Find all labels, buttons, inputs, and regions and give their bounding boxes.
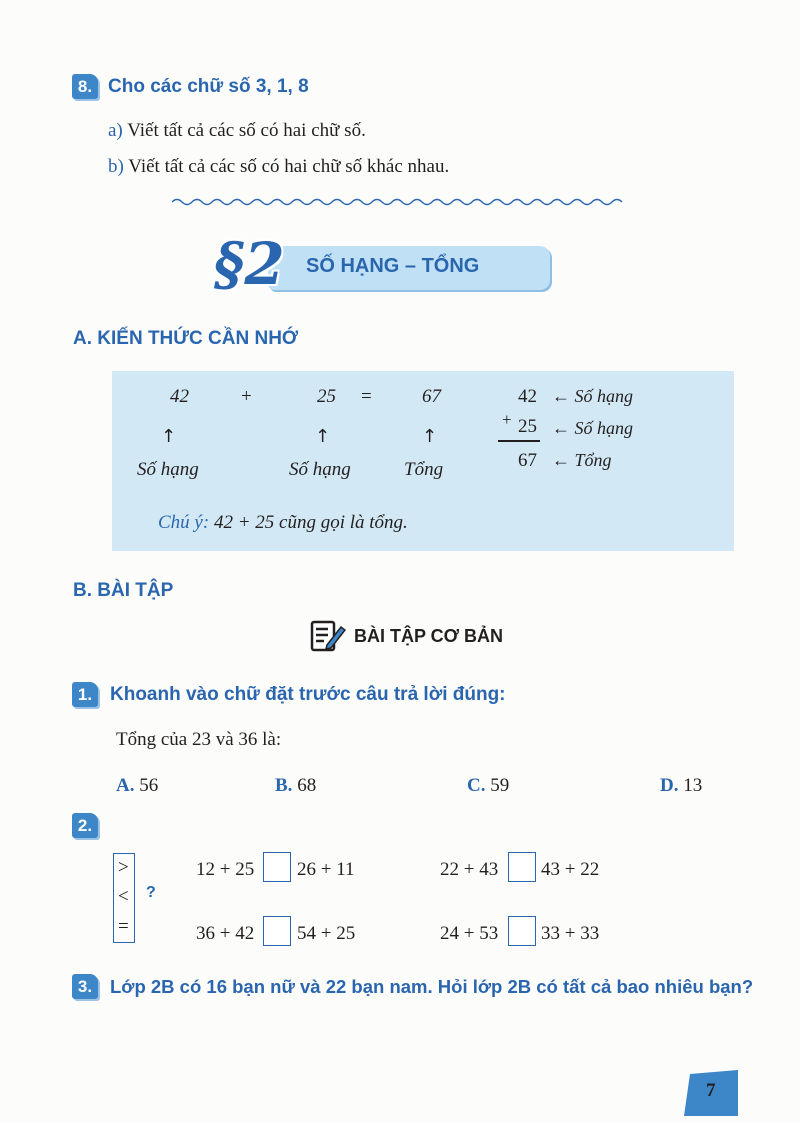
column-middle: 25 — [518, 416, 537, 437]
compare-4-answer-box[interactable] — [508, 916, 536, 946]
compare-4-left: 24 + 53 — [440, 923, 499, 944]
wavy-divider — [172, 196, 630, 208]
option-d[interactable] — [660, 775, 702, 797]
symbol-equal: = — [118, 916, 129, 937]
option-c[interactable] — [467, 775, 509, 797]
page-number: 7 — [706, 1080, 716, 1101]
plus-sign: + — [241, 386, 252, 407]
column-label-bottom: ← Tổng — [552, 450, 612, 470]
column-top: 42 — [518, 386, 537, 407]
question-8b-text: Viết tất cả các số có hai chữ số khác nhau. — [128, 156, 450, 177]
note-text: 42 + 25 cũng gọi là tổng. — [213, 512, 408, 533]
question-8a-label: a) — [108, 120, 123, 141]
option-b-label: B. — [275, 775, 293, 796]
equals-sign: = — [361, 386, 372, 407]
section-b-title: B. BÀI TẬP — [73, 580, 174, 601]
compare-3-answer-box[interactable] — [263, 916, 291, 946]
label-sum: Tổng — [404, 459, 444, 480]
label-addend-2: Số hạng — [289, 459, 351, 480]
addend-2: 25 — [317, 386, 336, 407]
basic-exercises-title: BÀI TẬP CƠ BẢN — [354, 626, 504, 646]
question-number-1: 1. — [72, 682, 98, 707]
question-8a — [108, 120, 366, 142]
compare-3-right: 54 + 25 — [297, 923, 356, 944]
question-8b-label: b) — [108, 156, 124, 177]
option-d-label: D. — [660, 775, 679, 796]
compare-3-left: 36 + 42 — [196, 923, 255, 944]
notepad-pencil-icon — [310, 619, 346, 653]
sum-value: 67 — [422, 386, 441, 407]
question-number-2: 2. — [72, 813, 98, 838]
option-b-value: 68 — [297, 775, 317, 796]
compare-2-right: 43 + 22 — [541, 859, 600, 880]
option-a-value: 56 — [139, 775, 159, 796]
arrow-up-icon: ↑ — [161, 426, 177, 447]
compare-4-right: 33 + 33 — [541, 923, 600, 944]
option-b[interactable] — [275, 775, 316, 797]
question-number-3: 3. — [72, 974, 98, 999]
compare-2-answer-box[interactable] — [508, 852, 536, 882]
column-label-middle: ← Số hạng — [552, 418, 633, 438]
question-8b — [108, 156, 449, 178]
question-mark: ? — [146, 884, 156, 901]
question-8a-text: Viết tất cả các số có hai chữ số. — [127, 120, 366, 141]
column-sum-line — [498, 440, 540, 442]
compare-2-left: 22 + 43 — [440, 859, 499, 880]
symbol-greater: > — [118, 857, 129, 878]
option-c-label: C. — [467, 775, 486, 796]
question-number-8: 8. — [72, 74, 98, 99]
question-3-text: Lớp 2B có 16 bạn nữ và 22 bạn nam. Hỏi lớp 2B có tất cả bao nhiêu bạn? — [110, 976, 754, 997]
column-plus: + — [502, 410, 512, 429]
label-addend-1: Số hạng — [137, 459, 199, 480]
option-a[interactable] — [116, 775, 158, 797]
option-a-label: A. — [116, 775, 135, 796]
section-a-title: A. KIẾN THỨC CẦN NHỚ — [73, 328, 299, 349]
option-d-value: 13 — [683, 775, 703, 796]
symbol-less: < — [118, 886, 129, 907]
compare-1-right: 26 + 11 — [297, 859, 355, 880]
question-8-text: Cho các chữ số 3, 1, 8 — [108, 76, 309, 97]
column-label-top: ← Số hạng — [552, 386, 633, 406]
note — [158, 512, 408, 534]
compare-1-left: 12 + 25 — [196, 859, 255, 880]
question-1-text: Khoanh vào chữ đặt trước câu trả lời đúng: — [110, 684, 506, 705]
arrow-up-icon: ↑ — [315, 426, 331, 447]
lesson-title: SỐ HẠNG – TỔNG — [306, 255, 480, 277]
option-c-value: 59 — [490, 775, 510, 796]
addend-1: 42 — [170, 386, 189, 407]
lesson-symbol: §2 — [214, 230, 285, 298]
note-label: Chú ý: — [158, 512, 210, 533]
arrow-up-icon: ↑ — [422, 426, 438, 447]
column-bottom: 67 — [518, 450, 537, 471]
question-1-prompt: Tổng của 23 và 36 là: — [116, 729, 282, 750]
compare-1-answer-box[interactable] — [263, 852, 291, 882]
